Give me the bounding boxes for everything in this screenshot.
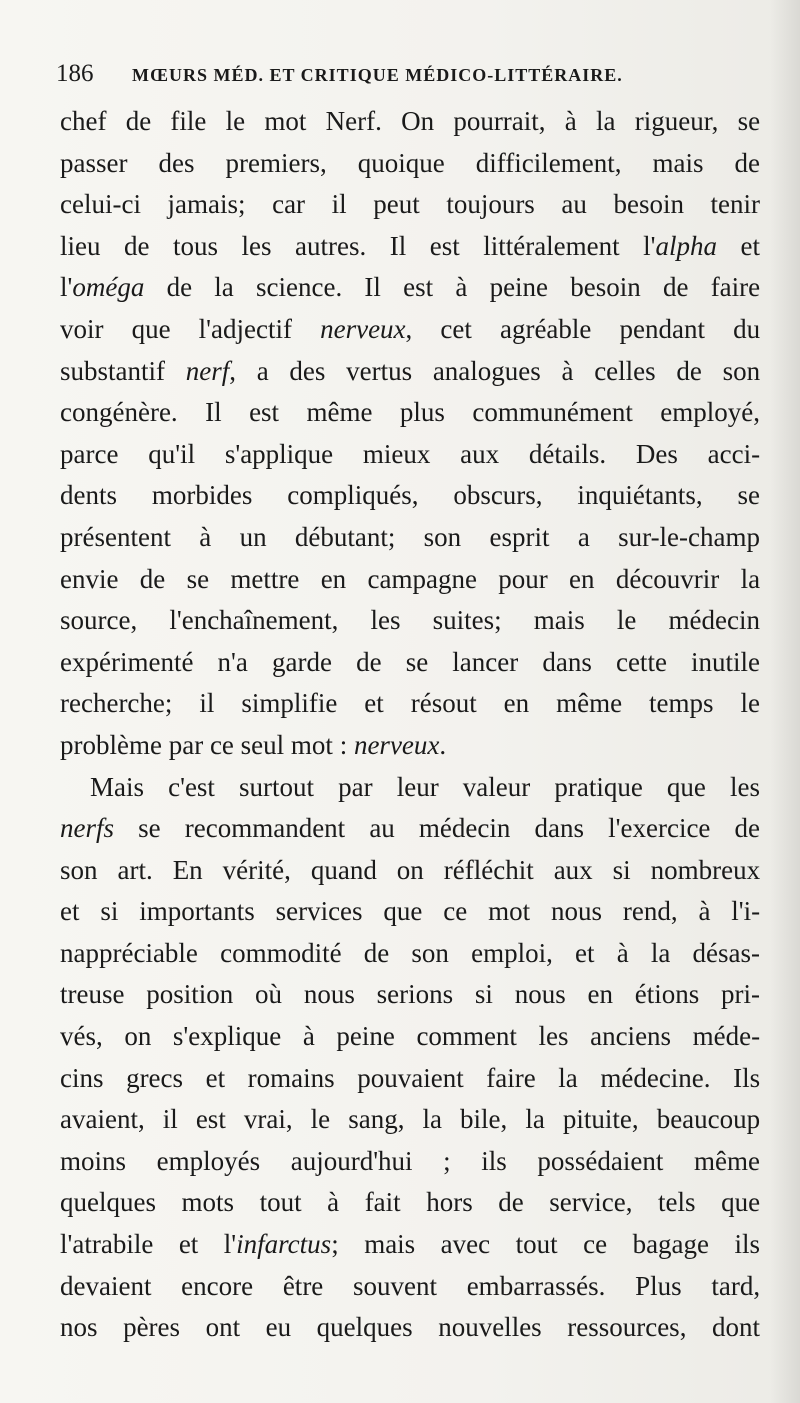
text-line: nos pères ont eu quelques nouvelles ressources, dont xyxy=(60,1312,761,1343)
text-line: cins grecs et romains pouvaient faire la médecine. Ils xyxy=(60,1062,761,1093)
page-edge-shadow xyxy=(770,0,800,1403)
text-line: celui-ci jamais; car il peut toujours au besoin tenir xyxy=(60,189,761,220)
text-line: vés, on s'explique à peine comment les anciens méde- xyxy=(60,1021,761,1052)
text-line: chef de file le mot Nerf. On pourrait, à la rigueur, se xyxy=(60,106,761,136)
text-line: envie de se mettre en campagne pour en découvrir la xyxy=(60,563,761,594)
text-line: et si importants services que ce mot nous rend, à l'i- xyxy=(60,896,761,927)
text-line: source, l'enchaînement, les suites; mais le médecin xyxy=(60,605,760,636)
page-header xyxy=(56,56,756,96)
text-line: moins employés aujourd'hui ; ils possédaient même xyxy=(60,1145,760,1176)
text-line: recherche; il simplifie et résout en même temps le xyxy=(60,688,760,719)
text-line: substantif nerf, a des vertus analogues à celles de son xyxy=(60,355,761,386)
text-line: devaient encore être souvent embarrassés. Plus tard, xyxy=(60,1270,761,1301)
text-line: voir que l'adjectif nerveux, cet agréable pendant du xyxy=(60,313,761,344)
text-line: problème par ce seul mot : nerveux. xyxy=(60,729,447,760)
text-line: quelques mots tout à fait hors de service, tels que xyxy=(60,1187,761,1218)
text-line: lieu de tous les autres. Il est littéralement l'alpha et xyxy=(60,230,761,261)
text-line: l'atrabile et l'infarctus; mais avec tout ce bagage ils xyxy=(60,1229,761,1260)
text-line: avaient, il est vrai, le sang, la bile, la pituite, beaucoup xyxy=(60,1104,761,1135)
text-line: nerfs se recommandent au médecin dans l'exercice de xyxy=(60,813,761,844)
text-line: expérimenté n'a garde de se lancer dans cette inutile xyxy=(60,646,761,677)
body-text xyxy=(60,101,760,1349)
text-line: treuse position où nous serions si nous en étions pri- xyxy=(60,979,761,1010)
text-line: son art. En vérité, quand on réfléchit aux si nombreux xyxy=(60,854,761,885)
text-line: présentent à un débutant; son esprit a sur-le-champ xyxy=(60,521,761,552)
text-line: dents morbides compliqués, obscurs, inquiétants, se xyxy=(60,480,761,511)
page-number: 186 xyxy=(56,60,94,87)
text-line: Mais c'est surtout par leur valeur pratique que les xyxy=(90,771,760,802)
text-line: passer des premiers, quoique difficilement, mais de xyxy=(60,147,760,178)
text-line: congénère. Il est même plus communément employé, xyxy=(60,397,761,428)
text-line: nappréciable commodité de son emploi, et à la désas- xyxy=(60,937,760,968)
running-title: MŒURS MÉD. ET CRITIQUE MÉDICO-LITTÉRAIRE. xyxy=(132,65,623,85)
text-line: l'oméga de la science. Il est à peine besoin de faire xyxy=(60,272,761,303)
text-line: parce qu'il s'applique mieux aux détails. Des acci- xyxy=(60,438,761,469)
